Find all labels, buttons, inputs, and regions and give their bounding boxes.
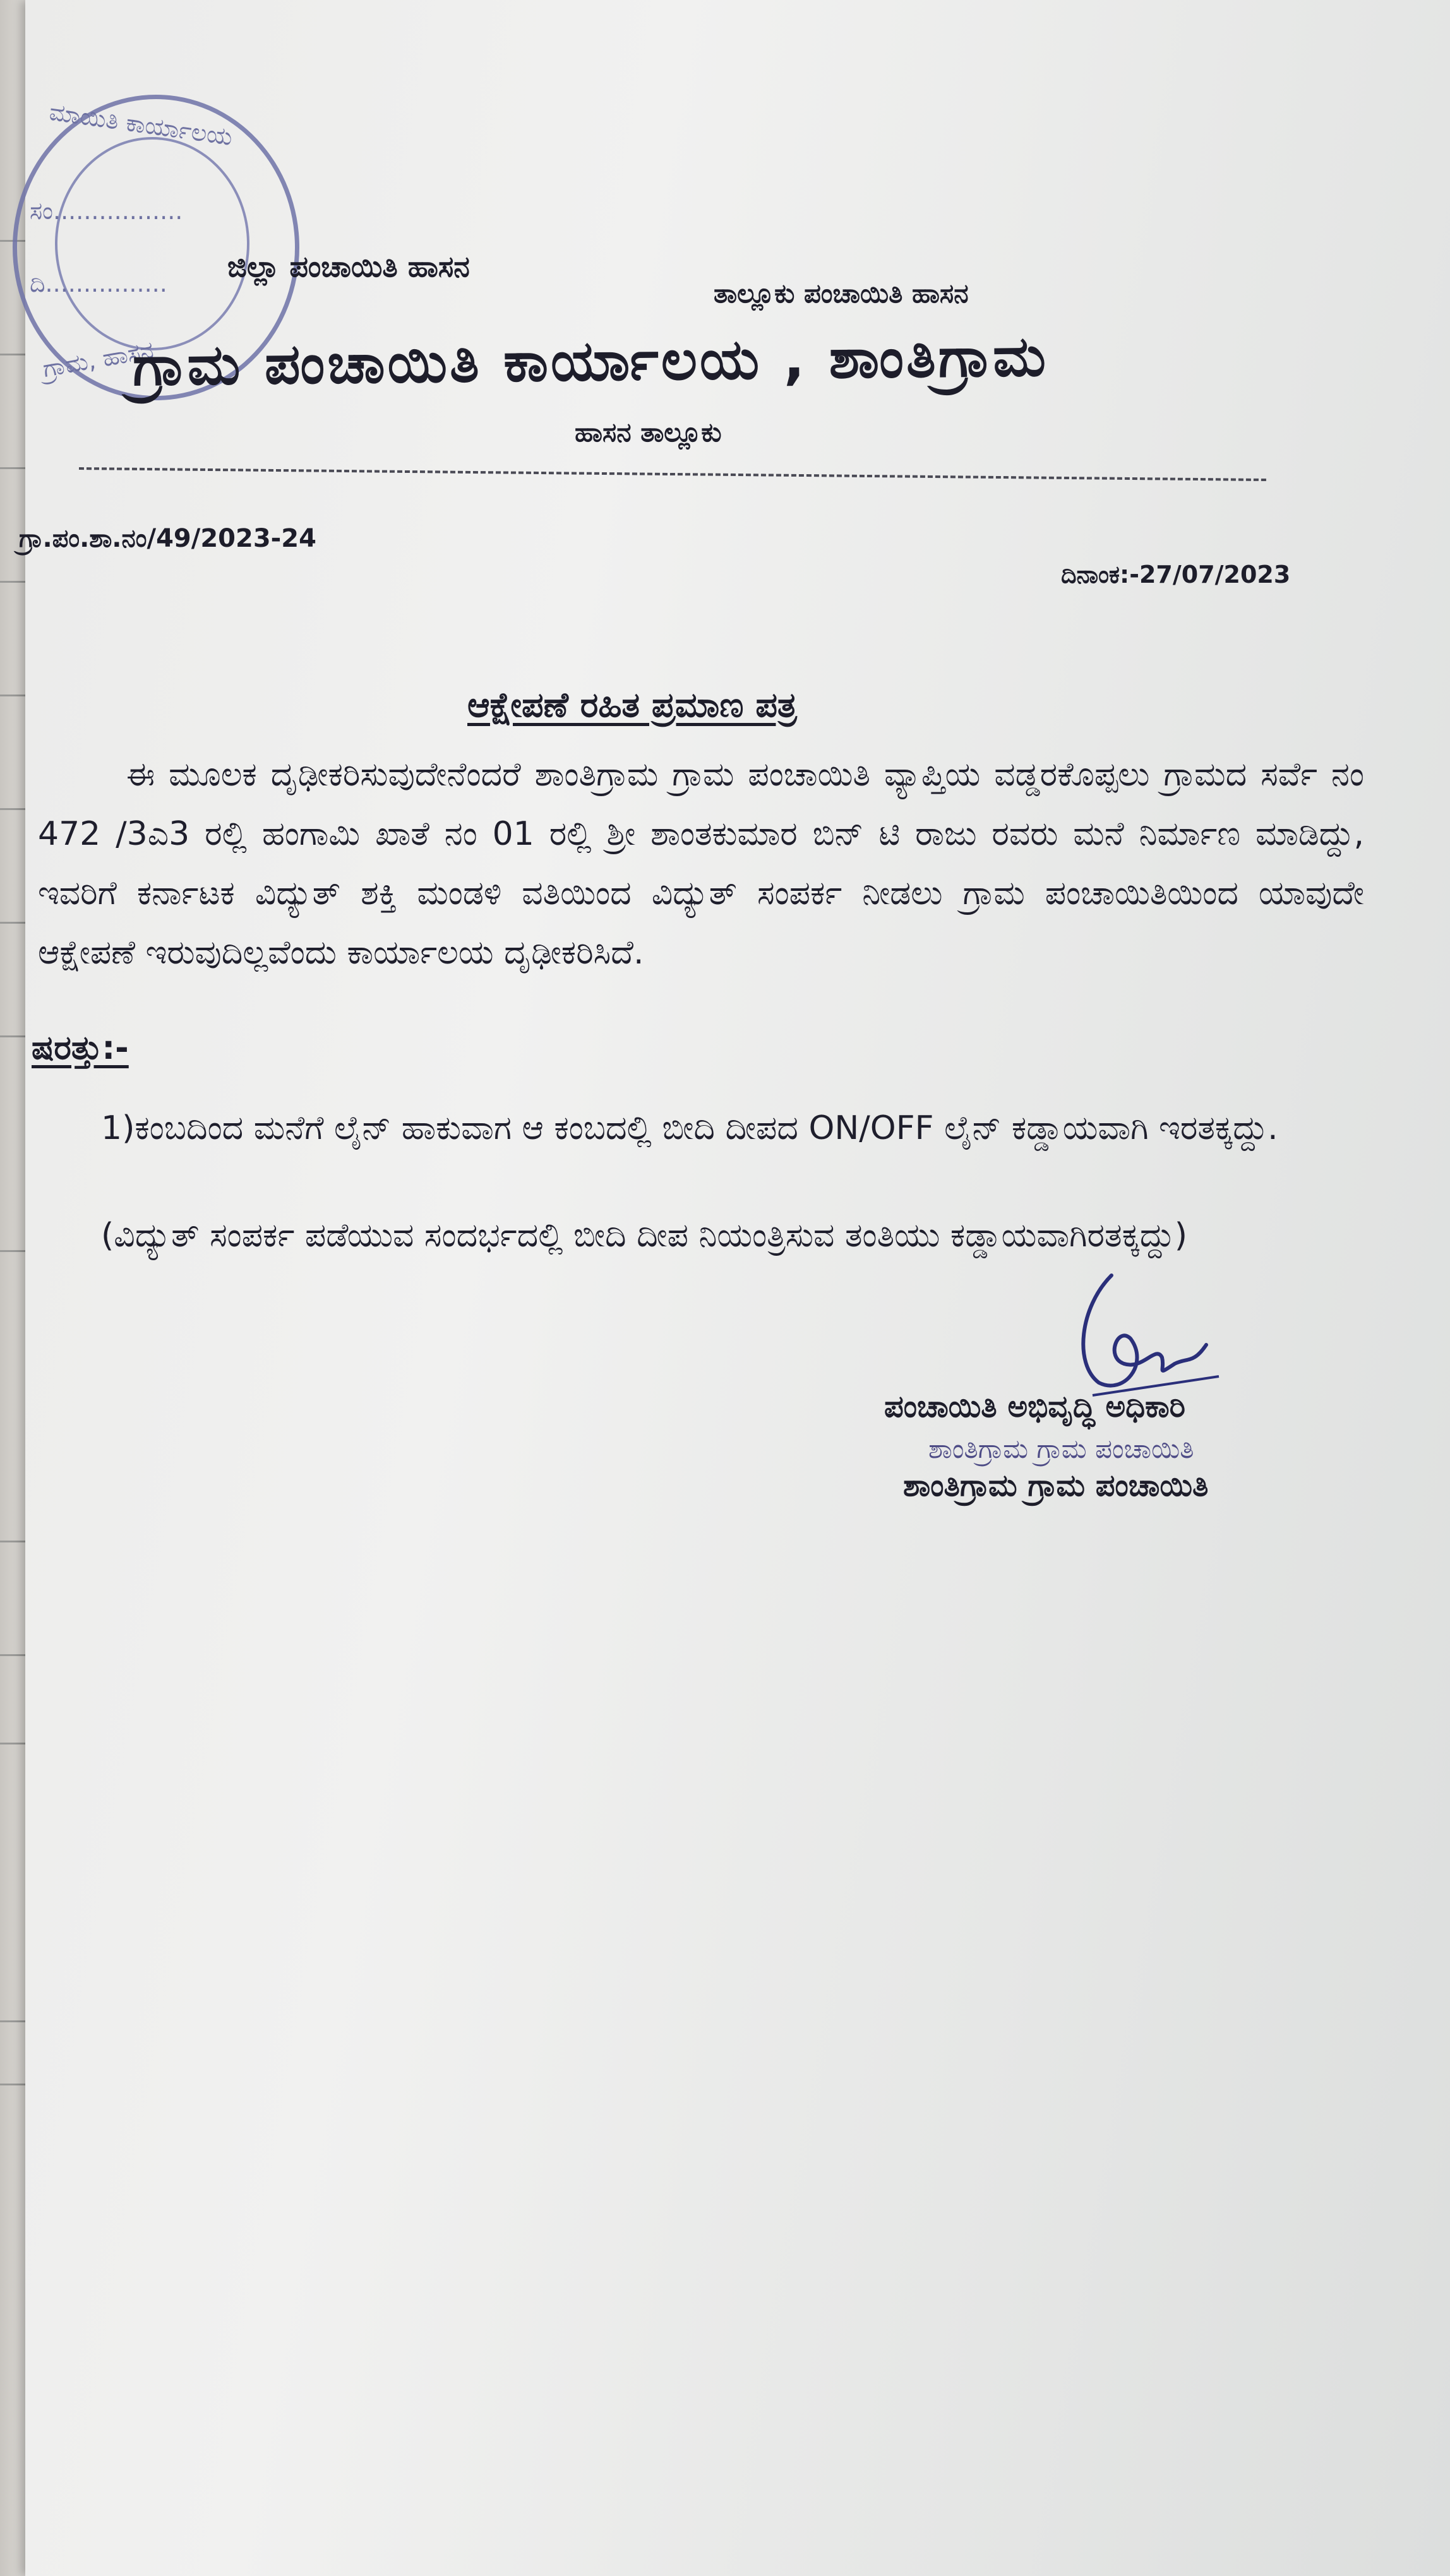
seal-line-date: ದಿ................ <box>30 270 167 297</box>
condition-item-1: 1)ಕಂಬದಿಂದ ಮನೆಗೆ ಲೈನ್ ಹಾಕುವಾಗ ಆ ಕಂಬದಲ್ಲಿ ಬೀದಿ ದೀಪದ ON/OFF ಲೈನ್ ಕಡ್ಡಾಯವಾಗಿ ಇರತಕ್ಕದ್ದು. <box>101 1109 1278 1147</box>
certificate-body: ಈ ಮೂಲಕ ದೃಢೀಕರಿಸುವುದೇನೆಂದರೆ ಶಾಂತಿಗ್ರಾಮ ಗ್ರಾಮ ಪಂಚಾಯಿತಿ ವ್ಯಾಪ್ತಿಯ ವಡ್ಡರಕೊಪ್ಪಲು ಗ್ರಾಮದ ಸರ್ವೆ ನಂ 472 /3ಎ3 ರಲ್ಲಿ ಹಂಗಾಮಿ ಖಾತೆ ನಂ 01 ರಲ್ಲಿ ಶ್ರೀ ಶಾಂತಕುಮಾರ ಬಿನ್ ಟಿ ರಾಜು ರವರು ಮನೆ ನಿರ್ಮಾಣ ಮಾಡಿದ್ದು, ಇವರಿಗೆ ಕರ್ನಾಟಕ ವಿದ್ಯುತ್ ಶಕ್ತಿ ಮಂಡಳಿ ವತಿಯಿಂದ ವಿದ್ಯುತ್ ಸಂಪರ್ಕ ನೀಡಲು ಗ್ರಾಮ ಪಂಚಾಯಿತಿಯಿಂದ ಯಾವುದೇ ಆಕ್ಷೇಪಣೆ ಇರುವುದಿಲ್ಲವೆಂದು ಕಾರ್ಯಾಲಯ ದೃಢೀಕರಿಸಿದೆ. <box>38 756 1364 972</box>
office-title: ಗ್ರಾಮ ಪಂಚಾಯಿತಿ ಕಾರ್ಯಾಲಯ , ಶಾಂತಿಗ್ರಾಮ <box>132 323 1049 398</box>
seal-arc-top: ಮಾಯಿತಿ ಕಾರ್ಯಾಲಯ <box>47 97 234 152</box>
document-page <box>19 0 1450 2576</box>
seal-line-no: ಸಂ................. <box>30 197 183 225</box>
signatory-stamp: ಶಾಂತಿಗ್ರಾಮ ಗ್ರಾಮ ಪಂಚಾಯಿತಿ <box>928 1433 1194 1464</box>
certificate-title: ಆಕ್ಷೇಪಣೆ ರಹಿತ ಪ್ರಮಾಣ ಪತ್ರ <box>467 685 797 725</box>
header-divider <box>79 467 1266 481</box>
condition-note: (ವಿದ್ಯುತ್ ಸಂಪರ್ಕ ಪಡೆಯುವ ಸಂದರ್ಭದಲ್ಲಿ ಬೀದಿ ದೀಪ ನಿಯಂತ್ರಿಸುವ ತಂತಿಯು ಕಡ್ಡಾಯವಾಗಿರತಕ್ಕದ್ದು) <box>101 1217 1188 1255</box>
reference-number: ಗ್ರಾ.ಪಂ.ಶಾ.ನಂ/49/2023-24 <box>19 524 316 553</box>
conditions-heading: ಷರತ್ತು:- <box>32 1029 129 1067</box>
seal-arc-bottom: ಗ್ರಾಮ, ಹಾಸನ <box>40 335 156 383</box>
district-line: ಜಿಲ್ಲಾ ಪಂಚಾಯಿತಿ ಹಾಸನ <box>227 249 470 283</box>
signatory-panchayat: ಶಾಂತಿಗ್ರಾಮ ಗ್ರಾಮ ಪಂಚಾಯಿತಿ <box>903 1468 1209 1503</box>
taluk-line: ಹಾಸನ ತಾಲ್ಲೂಕು <box>575 417 722 448</box>
taluk-panchayat-line: ತಾಲ್ಲೂಕು ಪಂಚಾಯಿತಿ ಹಾಸನ <box>714 278 969 309</box>
seal-inner-ring <box>55 137 249 350</box>
document-date: ದಿನಾಂಕ:-27/07/2023 <box>1061 561 1291 588</box>
signatory-designation: ಪಂಚಾಯಿತಿ ಅಭಿವೃದ್ಧಿ ಅಧಿಕಾರಿ <box>884 1389 1185 1424</box>
